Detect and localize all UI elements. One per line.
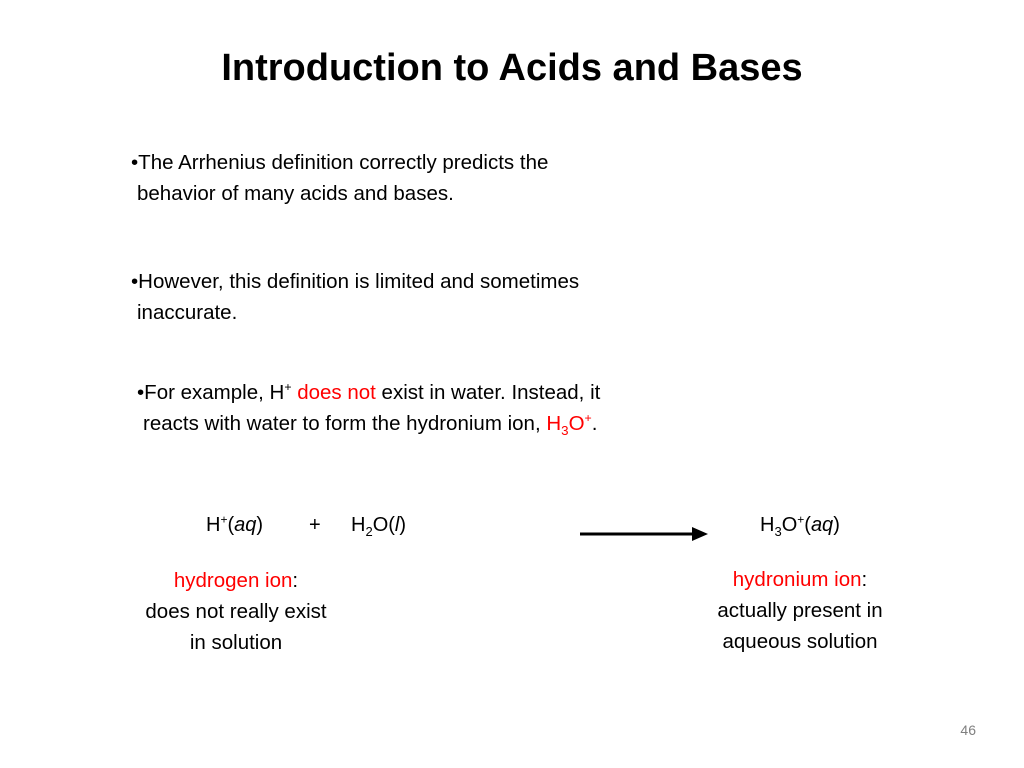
note-heading (680, 564, 920, 595)
element-symbol: H (351, 514, 366, 536)
state-label: aq (234, 514, 257, 536)
plus-sign: + (309, 514, 321, 536)
bullet-text: behavior of many acids and bases. (137, 182, 454, 205)
bullet-text: •The Arrhenius definition correctly predicts the (131, 151, 549, 174)
note-hydronium-ion (680, 564, 920, 657)
text-run: exist in water. Instead, it (375, 381, 601, 404)
paren: ) (256, 514, 264, 536)
bullet-text: •However, this definition is limited and sometimes (131, 270, 580, 293)
text-run: : (292, 569, 299, 592)
note-text: actually present in (717, 599, 883, 622)
superscript: + (797, 512, 805, 527)
slide-title: Introduction to Acids and Bases (221, 47, 803, 89)
element-symbol: O (781, 514, 798, 536)
subscript: 2 (365, 524, 373, 539)
text-run: : (861, 568, 868, 591)
paren: ( (227, 514, 235, 536)
paren: ) (399, 514, 407, 536)
subscript: 3 (774, 524, 782, 539)
bullet-arrhenius (131, 147, 548, 209)
note-term: hydronium ion (732, 568, 862, 591)
bullet-limitation (131, 266, 579, 328)
note-text: does not really exist (145, 600, 327, 623)
state-label: l (394, 514, 400, 536)
note-heading (116, 565, 356, 596)
superscript: + (284, 380, 292, 395)
element-symbol: H (546, 412, 562, 435)
element-symbol: O (568, 412, 585, 435)
note-term: hydrogen ion (173, 569, 293, 592)
note-text: in solution (189, 631, 283, 654)
text-run: . (591, 412, 598, 435)
paren: ( (804, 514, 811, 536)
hydronium-formula (546, 411, 592, 439)
state-label: aq (810, 514, 834, 536)
superscript: + (584, 411, 592, 426)
element-symbol: H (760, 514, 775, 536)
superscript: + (220, 512, 228, 527)
reactant-water (351, 511, 406, 539)
bullet-text (137, 381, 600, 404)
element-symbol: H (206, 514, 221, 536)
highlight-does-not: does not (297, 381, 376, 404)
text-run: •For example, H (137, 381, 285, 404)
bullet-example (137, 377, 600, 439)
note-text: aqueous solution (722, 630, 878, 653)
page-number: 46 (960, 722, 976, 738)
note-hydrogen-ion (116, 565, 356, 658)
product-hydronium (760, 511, 840, 539)
element-symbol: O( (372, 514, 395, 536)
reaction-arrow-icon (578, 523, 710, 545)
reactant-h-plus (206, 511, 263, 539)
bullet-text: inaccurate. (137, 301, 238, 324)
bullet-text (137, 408, 600, 439)
subscript: 3 (561, 423, 569, 439)
text-run: reacts with water to form the hydronium ion, (143, 412, 547, 435)
paren: ) (833, 514, 840, 536)
